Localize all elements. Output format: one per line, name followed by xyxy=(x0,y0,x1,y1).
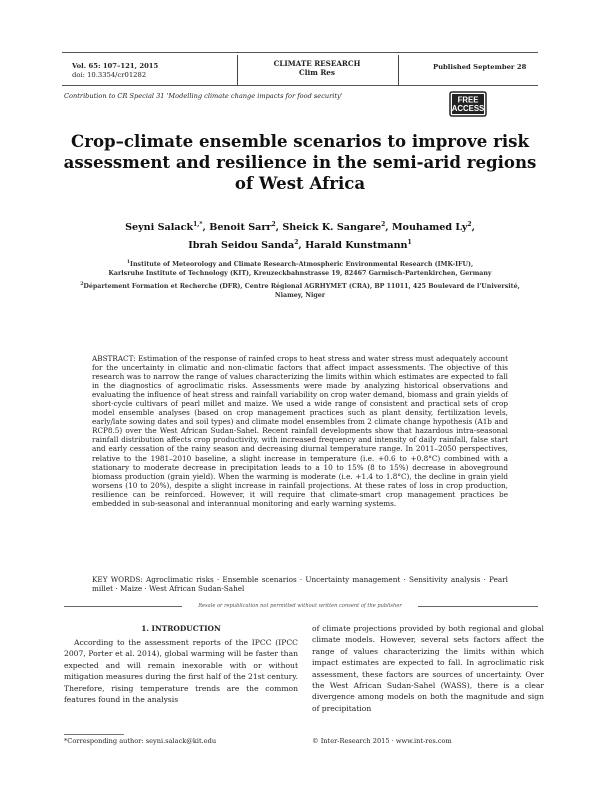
author-sup: 2 xyxy=(381,221,386,228)
published-date: Published September 28 xyxy=(433,63,527,71)
intro-left-column: According to the assessment reports of the IPCC (IPCC 2007, Porter et al. 2014), global warming will be faster than expected and will remain inexorable with or without mitigation measures during the first half of the 21st century. Therefore, rising temperature trends are the common features found in the analysis xyxy=(64,638,298,705)
separator-left xyxy=(64,606,182,607)
author-list xyxy=(80,217,520,253)
section-heading: 1. INTRODUCTION xyxy=(141,624,221,633)
affiliation-sup: 2 xyxy=(80,281,84,287)
author-sup: 1 xyxy=(407,239,412,247)
author-name: Benoit Sarr xyxy=(209,222,272,234)
affiliation-line: Karlsruhe Institute of Technology (KIT), Kreuzeckbahnstrasse 19, 82467 Garmisch-Partenkirchen, Germany xyxy=(108,270,492,278)
journal-title: CLIMATE RESEARCH xyxy=(273,59,361,68)
title-line: Crop–climate ensemble scenarios to improve risk xyxy=(71,131,529,151)
contribution-note: Contribution to CR Special 31 'Modelling climate change impacts for food security' xyxy=(64,92,343,100)
header-bottom-rule xyxy=(62,85,538,86)
affiliation-sup: 1 xyxy=(126,260,130,265)
separator-right xyxy=(418,606,538,607)
author-line-1: Seyni Salack$^{1,*}$, Benoit Sarr$^2$, Sheick K. Sangare$^2$, Mouhamed Ly$^2$, xyxy=(125,221,475,234)
author-name: Seyni Salack xyxy=(125,222,194,234)
resale-notice: Resale or republication not permitted without written consent of the publisher xyxy=(198,603,402,609)
free-access-badge xyxy=(448,90,488,118)
title-line: of West Africa xyxy=(234,173,366,193)
affiliations xyxy=(80,258,520,300)
footnote-rule xyxy=(64,734,124,735)
author-name: Harald Kunstmann xyxy=(305,240,408,252)
author-sup: 2 xyxy=(271,221,276,228)
affiliation-text: Institute of Meteorology and Climate Research-Atmospheric Environmental Research (IMK-IFU), xyxy=(130,261,474,269)
badge-line2: ACCESS xyxy=(451,104,485,113)
affiliation-text: Département Formation et Recherche (DFR), Centre Régional AGRHYMET (CRA), BP 11011, 425 Boulevard de l'Université, xyxy=(83,282,520,290)
keywords: KEY WORDS: Agroclimatic risks · Ensemble scenarios · Uncertainty management · Sensitivity analysis · Pearl millet · Maize · West African Sudan-Sahel xyxy=(92,575,508,594)
volume-label: Vol. 65: 107–121, 2015 xyxy=(72,62,159,70)
author-sup: 2 xyxy=(467,221,472,228)
badge-line1: FREE xyxy=(457,95,479,105)
author-name: Sheick K. Sangare xyxy=(282,222,382,234)
doi-link[interactable]: doi: 10.3354/cr01282 xyxy=(72,71,147,79)
copyright: © Inter-Research 2015 · www.int-res.com xyxy=(312,737,452,745)
header-top-rule xyxy=(62,52,538,53)
author-sup: 2 xyxy=(294,239,299,247)
title-line: assessment and resilience in the semi-arid regions xyxy=(63,152,537,172)
volume-info xyxy=(72,62,158,80)
article-title xyxy=(60,131,540,194)
author-line-2: Ibrah Seidou Sanda$^2$, Harald Kunstmann$^1$ xyxy=(188,239,412,252)
author-sup: 1,* xyxy=(193,221,203,228)
journal-name xyxy=(237,59,397,77)
author-name: Ibrah Seidou Sanda xyxy=(188,240,295,252)
affiliation-line xyxy=(80,258,520,269)
intro-right-column: of climate projections provided by both regional and global climate models. However, several sets factors affect the range of values characterizing the limits within which impact estimates are expected to fall. In agroclimatic risk assessment, these factors are sources of uncertainty. Over the West African Sudan-Sahel (WASS), there is a clear divergence among models on both the magnitude and sign of precipitation xyxy=(312,624,544,713)
affiliation-line xyxy=(80,280,520,291)
author-name: Mouhamed Ly xyxy=(391,222,468,234)
journal-abbrev: Clim Res xyxy=(299,68,335,77)
abstract: ABSTRACT: Estimation of the response of rainfed crops to heat stress and water stress must adequately account for the uncertainty in climatic and non-climatic factors that affect impact assessments. The objective of this research was to narrow the range of values characterizing the limits within which estimates are expected to fall in the diagnostics of agroclimatic risks. Assessments were made by analyzing historical observations and evaluating the influence of heat stress and rainfall variability on crop water demand, biomass and grain yields of short-cycle cultivars of pearl millet and maize. We used a wide range of consistent and practical sets of crop model ensemble analyses (based on crop management practices such as plant density, fertilization levels, early/late sowing dates and soil types) and climate model ensembles from 2 climate change hypothesis (A1b and RCP8.5) over the West African Sudan-Sahel. Recent rainfall developments show that hazardous intra-seasonal rainfall distribution affects crop productivity, with increased frequency and intensity of daily rainfall, false start and early cessation of the rainy season and decreasing diurnal temperature range. In 2011–2050 perspectives, relative to the 1981–2010 baseline, a slight increase in temperature (i.e. +0.6 to +0.8°C) combined with a stationary to moderate decrease in precipitation leads to a 10 to 15% (8 to 15%) decrease in aboveground biomass production (grain yield). When the warming is moderate (i.e. +1.4 to 1.8°C), the decline in grain yield worsens (10 to 20%), despite a slight increase in rainfall projections. At these rates of loss in crop production, resilience can be reinforced. However, it will require that climate-smart crop management practices be embedded in sub-seasonal and interannual monitoring and early warning systems. xyxy=(92,354,508,508)
affiliation-line: Niamey, Niger xyxy=(274,291,326,299)
corresponding-author: *Corresponding author: seyni.salack@kit.edu xyxy=(64,737,217,745)
